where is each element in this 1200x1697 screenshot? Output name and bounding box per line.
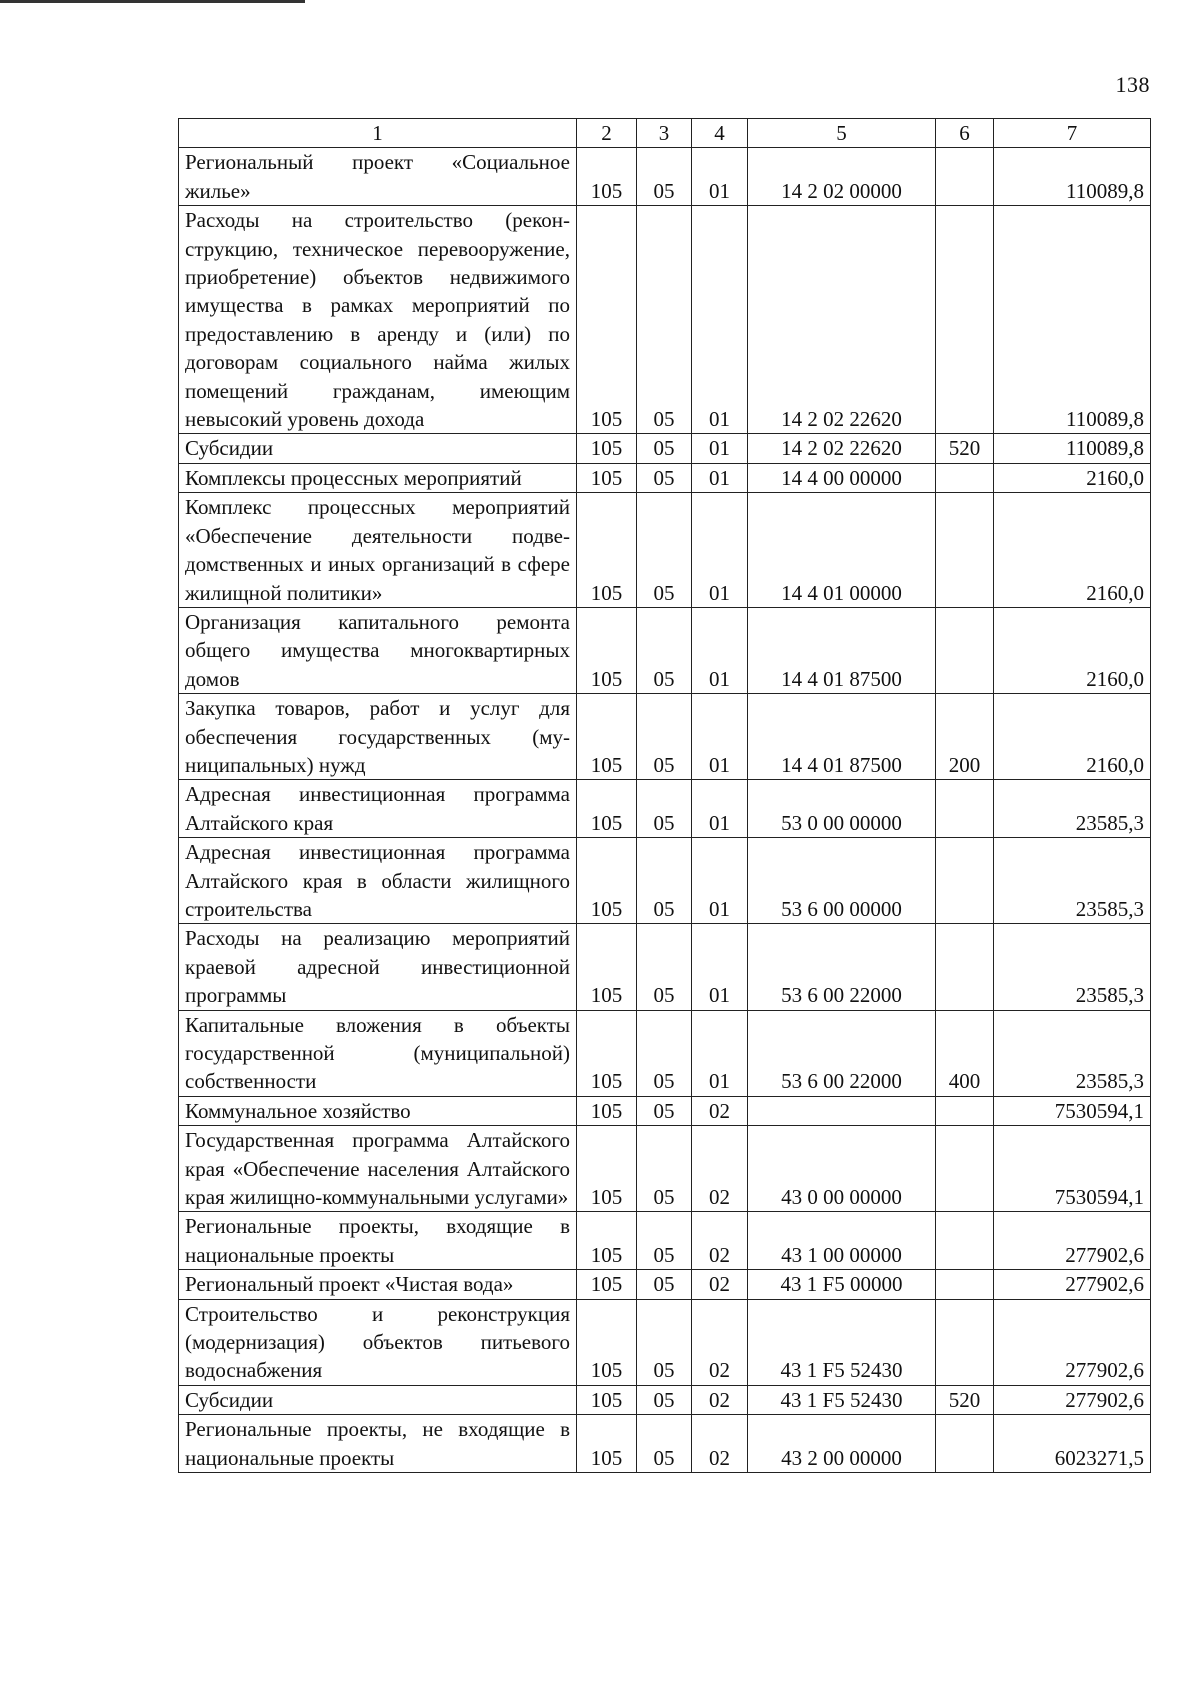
amount-cell: 277902,6 [994, 1299, 1151, 1385]
table-row [179, 780, 1151, 838]
expense-type-cell [936, 1096, 994, 1125]
expense-type-cell [936, 838, 994, 924]
table-row [179, 694, 1151, 780]
amount-cell: 2160,0 [994, 463, 1151, 492]
section-code-cell: 05 [637, 1010, 692, 1096]
section-code-cell: 05 [637, 206, 692, 434]
expense-type-cell [936, 924, 994, 1010]
target-article-cell: 53 6 00 22000 [748, 924, 936, 1010]
section-code-cell: 05 [637, 1096, 692, 1125]
subsection-code-cell: 01 [692, 607, 748, 693]
expense-name-cell: Организация капитального ремонта общего имущества многоквартирных домов [179, 607, 577, 693]
page-number: 138 [1115, 72, 1150, 97]
ministry-code-cell: 105 [577, 1299, 637, 1385]
expense-name-cell: Субсидии [179, 1385, 577, 1414]
ministry-code-cell: 105 [577, 607, 637, 693]
table-row [179, 607, 1151, 693]
column-header-6: 6 [936, 119, 994, 148]
amount-cell: 2160,0 [994, 493, 1151, 608]
subsection-code-cell: 01 [692, 148, 748, 206]
subsection-code-cell: 01 [692, 924, 748, 1010]
table-row [179, 148, 1151, 206]
header-row [179, 119, 1151, 148]
expense-type-cell: 400 [936, 1010, 994, 1096]
subsection-code-cell: 01 [692, 206, 748, 434]
target-article-cell: 14 4 01 87500 [748, 694, 936, 780]
target-article-cell: 14 4 01 87500 [748, 607, 936, 693]
subsection-code-cell: 02 [692, 1385, 748, 1414]
target-article-cell: 43 1 F5 52430 [748, 1385, 936, 1414]
amount-cell: 110089,8 [994, 434, 1151, 463]
column-header-2: 2 [577, 119, 637, 148]
expense-name-cell: Комплексы процессных мероприятий [179, 463, 577, 492]
expense-name-cell: Строительство и реконструкция (модернизация) объектов питьевого водоснабжения [179, 1299, 577, 1385]
expense-type-cell [936, 1212, 994, 1270]
ministry-code-cell: 105 [577, 780, 637, 838]
amount-cell: 277902,6 [994, 1212, 1151, 1270]
expense-type-cell [936, 607, 994, 693]
target-article-cell: 53 6 00 22000 [748, 1010, 936, 1096]
subsection-code-cell: 02 [692, 1212, 748, 1270]
table-row [179, 1096, 1151, 1125]
expense-name-cell: Закупка товаров, работ и услуг для обеспечения государственных (муниципальных) нужд [179, 694, 577, 780]
amount-cell: 23585,3 [994, 1010, 1151, 1096]
table-row [179, 1415, 1151, 1473]
top-rule [0, 0, 305, 3]
target-article-cell [748, 1096, 936, 1125]
column-header-5: 5 [748, 119, 936, 148]
amount-cell: 277902,6 [994, 1385, 1151, 1414]
expense-name-cell: Расходы на реализацию мероприятий краевой адресной инвестиционной программы [179, 924, 577, 1010]
table-row [179, 434, 1151, 463]
expense-type-cell [936, 206, 994, 434]
target-article-cell: 43 1 F5 00000 [748, 1270, 936, 1299]
ministry-code-cell: 105 [577, 1212, 637, 1270]
section-code-cell: 05 [637, 607, 692, 693]
expense-type-cell [936, 780, 994, 838]
subsection-code-cell: 02 [692, 1096, 748, 1125]
expense-type-cell: 200 [936, 694, 994, 780]
amount-cell: 2160,0 [994, 694, 1151, 780]
section-code-cell: 05 [637, 838, 692, 924]
ministry-code-cell: 105 [577, 206, 637, 434]
subsection-code-cell: 02 [692, 1299, 748, 1385]
table-row [179, 1385, 1151, 1414]
section-code-cell: 05 [637, 780, 692, 838]
amount-cell: 23585,3 [994, 780, 1151, 838]
table-row [179, 838, 1151, 924]
ministry-code-cell: 105 [577, 1415, 637, 1473]
expense-type-cell: 520 [936, 434, 994, 463]
ministry-code-cell: 105 [577, 924, 637, 1010]
target-article-cell: 53 0 00 00000 [748, 780, 936, 838]
amount-cell: 6023271,5 [994, 1415, 1151, 1473]
ministry-code-cell: 105 [577, 1385, 637, 1414]
expense-type-cell [936, 1299, 994, 1385]
amount-cell: 277902,6 [994, 1270, 1151, 1299]
subsection-code-cell: 01 [692, 780, 748, 838]
target-article-cell: 14 2 02 22620 [748, 434, 936, 463]
column-header-7: 7 [994, 119, 1151, 148]
column-header-1: 1 [179, 119, 577, 148]
section-code-cell: 05 [637, 434, 692, 463]
ministry-code-cell: 105 [577, 493, 637, 608]
table-row [179, 1010, 1151, 1096]
subsection-code-cell: 01 [692, 1010, 748, 1096]
table-row [179, 206, 1151, 434]
expense-type-cell [936, 1270, 994, 1299]
subsection-code-cell: 01 [692, 838, 748, 924]
column-header-4: 4 [692, 119, 748, 148]
subsection-code-cell: 02 [692, 1270, 748, 1299]
expense-type-cell [936, 493, 994, 608]
subsection-code-cell: 01 [692, 463, 748, 492]
section-code-cell: 05 [637, 924, 692, 1010]
expense-name-cell: Субсидии [179, 434, 577, 463]
table-body [179, 148, 1151, 1473]
table-row [179, 493, 1151, 608]
expense-type-cell [936, 1415, 994, 1473]
amount-cell: 110089,8 [994, 206, 1151, 434]
expense-name-cell: Региональный проект «Социальное жилье» [179, 148, 577, 206]
section-code-cell: 05 [637, 1385, 692, 1414]
ministry-code-cell: 105 [577, 1126, 637, 1212]
table-row [179, 1126, 1151, 1212]
amount-cell: 7530594,1 [994, 1096, 1151, 1125]
amount-cell: 7530594,1 [994, 1126, 1151, 1212]
budget-table [178, 118, 1151, 1473]
amount-cell: 23585,3 [994, 838, 1151, 924]
table-row [179, 924, 1151, 1010]
ministry-code-cell: 105 [577, 1270, 637, 1299]
subsection-code-cell: 01 [692, 434, 748, 463]
expense-name-cell: Государственная программа Алтайского края «Обеспечение населения Алтайского края жилищно-коммунальными услугами» [179, 1126, 577, 1212]
ministry-code-cell: 105 [577, 434, 637, 463]
target-article-cell: 43 1 F5 52430 [748, 1299, 936, 1385]
table-header [179, 119, 1151, 148]
expense-name-cell: Коммунальное хозяйство [179, 1096, 577, 1125]
target-article-cell: 53 6 00 00000 [748, 838, 936, 924]
target-article-cell: 43 2 00 00000 [748, 1415, 936, 1473]
column-header-3: 3 [637, 119, 692, 148]
amount-cell: 2160,0 [994, 607, 1151, 693]
ministry-code-cell: 105 [577, 1096, 637, 1125]
section-code-cell: 05 [637, 1299, 692, 1385]
subsection-code-cell: 01 [692, 493, 748, 608]
expense-name-cell: Региональные проекты, входящие в национальные проекты [179, 1212, 577, 1270]
expense-name-cell: Региональные проекты, не входящие в национальные проекты [179, 1415, 577, 1473]
ministry-code-cell: 105 [577, 694, 637, 780]
target-article-cell: 14 2 02 00000 [748, 148, 936, 206]
target-article-cell: 43 0 00 00000 [748, 1126, 936, 1212]
subsection-code-cell: 01 [692, 694, 748, 780]
section-code-cell: 05 [637, 148, 692, 206]
expense-name-cell: Адресная инвестиционная программа Алтайского края в области жилищного строительства [179, 838, 577, 924]
section-code-cell: 05 [637, 1126, 692, 1212]
table-row [179, 1270, 1151, 1299]
expense-name-cell: Адресная инвестиционная программа Алтайского края [179, 780, 577, 838]
section-code-cell: 05 [637, 1270, 692, 1299]
table-row [179, 1212, 1151, 1270]
ministry-code-cell: 105 [577, 463, 637, 492]
amount-cell: 110089,8 [994, 148, 1151, 206]
subsection-code-cell: 02 [692, 1126, 748, 1212]
expense-name-cell: Комплекс процессных мероприятий «Обеспечение деятельности подведомственных и иных организаций в сфере жилищной политики» [179, 493, 577, 608]
expense-type-cell [936, 1126, 994, 1212]
expense-type-cell [936, 463, 994, 492]
table-row [179, 463, 1151, 492]
amount-cell: 23585,3 [994, 924, 1151, 1010]
ministry-code-cell: 105 [577, 838, 637, 924]
expense-name-cell: Капитальные вложения в объекты государственной (муниципальной) собственности [179, 1010, 577, 1096]
expense-type-cell: 520 [936, 1385, 994, 1414]
ministry-code-cell: 105 [577, 1010, 637, 1096]
target-article-cell: 14 4 00 00000 [748, 463, 936, 492]
section-code-cell: 05 [637, 463, 692, 492]
subsection-code-cell: 02 [692, 1415, 748, 1473]
section-code-cell: 05 [637, 1212, 692, 1270]
target-article-cell: 14 2 02 22620 [748, 206, 936, 434]
table-row [179, 1299, 1151, 1385]
section-code-cell: 05 [637, 1415, 692, 1473]
expense-name-cell: Региональный проект «Чистая вода» [179, 1270, 577, 1299]
ministry-code-cell: 105 [577, 148, 637, 206]
section-code-cell: 05 [637, 493, 692, 608]
target-article-cell: 14 4 01 00000 [748, 493, 936, 608]
section-code-cell: 05 [637, 694, 692, 780]
target-article-cell: 43 1 00 00000 [748, 1212, 936, 1270]
expense-type-cell [936, 148, 994, 206]
expense-name-cell: Расходы на строительство (реконструкцию, техническое перевооружение, приобретение) объектов недвижимого имущества в рамках мероприятий по предоставлению в аренду и (или) по договорам социального найма жилых помещений гражданам, имеющим невысокий уровень дохода [179, 206, 577, 434]
